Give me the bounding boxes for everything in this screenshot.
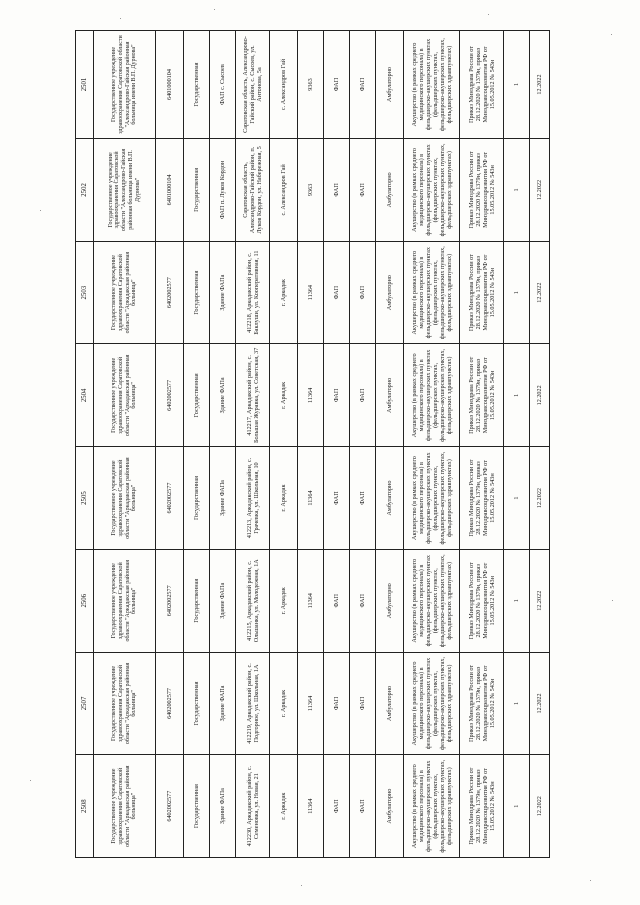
row-institution (94, 31, 156, 858)
cell-care-form: Амбулаторно (376, 447, 404, 550)
cell-building: Здание ФАПа (210, 241, 236, 344)
cell-ownership: Государственная (184, 139, 210, 242)
cell-code: 2505 (76, 447, 94, 550)
cell-position: Акушерство (в рамках среднего медицинского персонала) в фельдшерско-акушерских пунктах (фельдшерских пунктах, фельдшерско-акушерских пунктах, фельдшерских здравпунктах) (404, 549, 460, 652)
cell-position: Акушерство (в рамках среднего медицинского персонала) в фельдшерско-акушерских пунктах (фельдшерских пунктах, фельдшерско-акушерских пунктах, фельдшерских здравпунктах) (404, 755, 460, 858)
cell-count: 1 (504, 755, 530, 858)
cell-kind-code: 11364 (298, 652, 324, 755)
cell-order: Приказ Минздрава России от 28.12.2020 № 1379н, приказ Минздравсоцразвития РФ от 15.05.2012 № 543н (460, 652, 504, 755)
cell-inn: 6402002577 (156, 652, 184, 755)
cell-order: Приказ Минздрава России от 28.12.2020 № 1379н, приказ Минздравсоцразвития РФ от 15.05.2012 № 543н (460, 549, 504, 652)
cell-address: 412215, Аркадакский район, с. Ольшанка, ул. Молодежная, 1А (236, 549, 270, 652)
cell-code: 2501 (76, 31, 94, 139)
cell-institution: Государственное учреждение здравоохранения Саратовской области "Аркадакская районная больница" (94, 447, 156, 550)
row-building (210, 31, 236, 858)
cell-type-a: ФАП (324, 31, 350, 139)
cell-institution: Государственное учреждение здравоохранения Саратовской области "Аркадакская районная больница" (94, 241, 156, 344)
cell-type-b: ФАП (350, 755, 376, 858)
cell-position: Акушерство (в рамках среднего медицинского персонала) в фельдшерско-акушерских пунктах (фельдшерских пунктах, фельдшерско-акушерских пунктах, фельдшерских здравпунктах) (404, 652, 460, 755)
cell-building: Здание ФАПа (210, 344, 236, 447)
cell-building: ФАП с. Сысоев (210, 31, 236, 139)
scan-speck (301, 885, 302, 886)
scan-speck (488, 14, 489, 15)
cell-type-b: ФАП (350, 139, 376, 242)
cell-order: Приказ Минздрава России от 28.12.2020 № 1379н, приказ Минздравсоцразвития РФ от 15.05.2012 № 543н (460, 31, 504, 139)
cell-order: Приказ Минздрава России от 28.12.2020 № 1379н, приказ Минздравсоцразвития РФ от 15.05.2012 № 543н (460, 241, 504, 344)
cell-count: 1 (504, 241, 530, 344)
cell-institution: Государственное учреждение здравоохранения Саратовской области "Аркадакская районная больница" (94, 652, 156, 755)
cell-date: 12.2022 (530, 344, 550, 447)
cell-type-a: ФАП (324, 447, 350, 550)
scan-speck (30, 780, 31, 781)
cell-building: ФАП п. Луков Кордон (210, 139, 236, 242)
row-ownership (184, 31, 210, 858)
cell-institution: Государственное учреждение здравоохранения Саратовской области "Аркадакская районная больница" (94, 755, 156, 858)
scan-speck (611, 34, 612, 35)
cell-care-form: Амбулаторно (376, 241, 404, 344)
cell-building: Здание ФАПа (210, 549, 236, 652)
cell-code: 2508 (76, 755, 94, 858)
cell-date: 12.2022 (530, 139, 550, 242)
cell-address: 412218, Аркадакский район, с. Баклуши, ул. Кооперативная, 11 (236, 241, 270, 344)
cell-address: Саратовская область, Александрово-Гайский район, п. Луков Кордон, ул. Набережная, 5 (236, 139, 270, 242)
cell-date: 12.2022 (530, 755, 550, 858)
cell-type-a: ФАП (324, 755, 350, 858)
cell-count: 1 (504, 344, 530, 447)
cell-order: Приказ Минздрава России от 28.12.2020 № 1379н, приказ Минздравсоцразвития РФ от 15.05.2012 № 543н (460, 755, 504, 858)
cell-type-b: ФАП (350, 344, 376, 447)
cell-locality: с. Александров Гай (270, 139, 298, 242)
cell-count: 1 (504, 652, 530, 755)
cell-type-b: ФАП (350, 31, 376, 139)
cell-date: 12.2022 (530, 652, 550, 755)
cell-code: 2506 (76, 549, 94, 652)
row-address (236, 31, 270, 858)
cell-type-b: ФАП (350, 447, 376, 550)
cell-ownership: Государственная (184, 31, 210, 139)
cell-type-a: ФАП (324, 652, 350, 755)
cell-care-form: Амбулаторно (376, 755, 404, 858)
cell-institution: Государственное учреждение здравоохранения Саратовской области "Аркадакская районная больница" (94, 344, 156, 447)
scan-speck (214, 9, 215, 10)
row-code (76, 31, 94, 858)
cell-locality: г. Аркадак (270, 652, 298, 755)
cell-type-a: ФАП (324, 241, 350, 344)
cell-kind-code: 9363 (298, 31, 324, 139)
cell-inn: 6402002577 (156, 549, 184, 652)
cell-ownership: Государственная (184, 755, 210, 858)
rotated-table-sheet (75, 30, 543, 858)
row-order (460, 31, 504, 858)
cell-position: Акушерство (в рамках среднего медицинского персонала) в фельдшерско-акушерских пунктах (фельдшерских пунктах, фельдшерско-акушерских пунктах, фельдшерских здравпунктах) (404, 139, 460, 242)
row-inn (156, 31, 184, 858)
cell-address: 412230, Аркадакский район, с. Семеновка, ул. Новая, 21 (236, 755, 270, 858)
row-care-form (376, 31, 404, 858)
cell-inn: 6401000104 (156, 139, 184, 242)
cell-ownership: Государственная (184, 447, 210, 550)
cell-count: 1 (504, 549, 530, 652)
cell-locality: г. Аркадак (270, 447, 298, 550)
cell-address: 412217, Аркадакский район, с. Большая Журавка, ул. Советская, 37 (236, 344, 270, 447)
cell-address: Саратовская область, Александрово-Гайский район, с. Сысоев, ул. Антонова, 5а (236, 31, 270, 139)
cell-type-b: ФАП (350, 652, 376, 755)
row-type-a (324, 31, 350, 858)
cell-care-form: Амбулаторно (376, 549, 404, 652)
cell-count: 1 (504, 31, 530, 139)
cell-count: 1 (504, 447, 530, 550)
cell-locality: г. Аркадак (270, 755, 298, 858)
cell-kind-code: 11364 (298, 241, 324, 344)
cell-order: Приказ Минздрава России от 28.12.2020 № 1379н, приказ Минздравсоцразвития РФ от 15.05.2012 № 543н (460, 139, 504, 242)
cell-locality: г. Аркадак (270, 549, 298, 652)
row-position (404, 31, 460, 858)
cell-date: 12.2022 (530, 31, 550, 139)
cell-type-a: ФАП (324, 139, 350, 242)
cell-institution: Государственное учреждение здравоохранения Саратовской области "Александрово-Гайская районная больница имени В.П. Дурнова" (94, 139, 156, 242)
cell-building: Здание ФАПа (210, 447, 236, 550)
row-type-b (350, 31, 376, 858)
cell-order: Приказ Минздрава России от 28.12.2020 № 1379н, приказ Минздравсоцразвития РФ от 15.05.2012 № 543н (460, 447, 504, 550)
cell-kind-code: 11364 (298, 447, 324, 550)
cell-position: Акушерство (в рамках среднего медицинского персонала) в фельдшерско-акушерских пунктах (фельдшерских пунктах, фельдшерско-акушерских пунктах, фельдшерских здравпунктах) (404, 344, 460, 447)
scan-speck (40, 210, 41, 211)
cell-care-form: Амбулаторно (376, 652, 404, 755)
cell-code: 2503 (76, 241, 94, 344)
row-locality (270, 31, 298, 858)
cell-inn: 6402002577 (156, 241, 184, 344)
cell-care-form: Амбулаторно (376, 139, 404, 242)
scan-speck (590, 880, 591, 881)
cell-position: Акушерство (в рамках среднего медицинского персонала) в фельдшерско-акушерских пунктах (фельдшерских пунктах, фельдшерско-акушерских пунктах, фельдшерских здравпунктах) (404, 31, 460, 139)
cell-inn: 6402002577 (156, 447, 184, 550)
cell-position: Акушерство (в рамках среднего медицинского персонала) в фельдшерско-акушерских пунктах (фельдшерских пунктах, фельдшерско-акушерских пунктах, фельдшерских здравпунктах) (404, 447, 460, 550)
cell-code: 2502 (76, 139, 94, 242)
cell-ownership: Государственная (184, 344, 210, 447)
cell-code: 2507 (76, 652, 94, 755)
cell-code: 2504 (76, 344, 94, 447)
row-date (530, 31, 550, 858)
cell-locality: г. Аркадак (270, 241, 298, 344)
scan-speck (612, 600, 613, 601)
cell-address: 412219, Аркадакский район, с. Подгорное, ул. Школьная, 1А (236, 652, 270, 755)
cell-inn: 6401000104 (156, 31, 184, 139)
cell-ownership: Государственная (184, 652, 210, 755)
cell-kind-code: 11364 (298, 549, 324, 652)
cell-ownership: Государственная (184, 549, 210, 652)
cell-institution: Государственное учреждение здравоохранения Саратовской области "Аркадакская районная больница" (94, 549, 156, 652)
cell-position: Акушерство (в рамках среднего медицинского персонала) в фельдшерско-акушерских пунктах (фельдшерских пунктах, фельдшерско-акушерских пунктах, фельдшерских здравпунктах) (404, 241, 460, 344)
cell-building: Здание ФАПа (210, 652, 236, 755)
cell-type-a: ФАП (324, 549, 350, 652)
cell-locality: с. Александров Гай (270, 31, 298, 139)
cell-locality: г. Аркадак (270, 344, 298, 447)
cell-care-form: Амбулаторно (376, 31, 404, 139)
cell-type-a: ФАП (324, 344, 350, 447)
facilities-table (75, 30, 550, 858)
cell-type-b: ФАП (350, 241, 376, 344)
cell-care-form: Амбулаторно (376, 344, 404, 447)
row-count (504, 31, 530, 858)
cell-order: Приказ Минздрава России от 28.12.2020 № 1379н, приказ Минздравсоцразвития РФ от 15.05.2012 № 543н (460, 344, 504, 447)
cell-date: 12.2022 (530, 549, 550, 652)
cell-inn: 6402002577 (156, 344, 184, 447)
cell-inn: 6402002577 (156, 755, 184, 858)
cell-date: 12.2022 (530, 241, 550, 344)
row-kind-code (298, 31, 324, 858)
cell-kind-code: 11364 (298, 755, 324, 858)
scan-speck (120, 18, 121, 19)
cell-kind-code: 9363 (298, 139, 324, 242)
cell-address: 412213, Аркадакский район, с. Грачевка, ул. Школьная, 10 (236, 447, 270, 550)
cell-type-b: ФАП (350, 549, 376, 652)
cell-count: 1 (504, 139, 530, 242)
cell-kind-code: 11364 (298, 344, 324, 447)
cell-institution: Государственное учреждение здравоохранения Саратовской области "Александрово-Гайская районная больница имени В.П. Дурнова" (94, 31, 156, 139)
cell-building: Здание ФАПа (210, 755, 236, 858)
cell-ownership: Государственная (184, 241, 210, 344)
cell-date: 12.2022 (530, 447, 550, 550)
